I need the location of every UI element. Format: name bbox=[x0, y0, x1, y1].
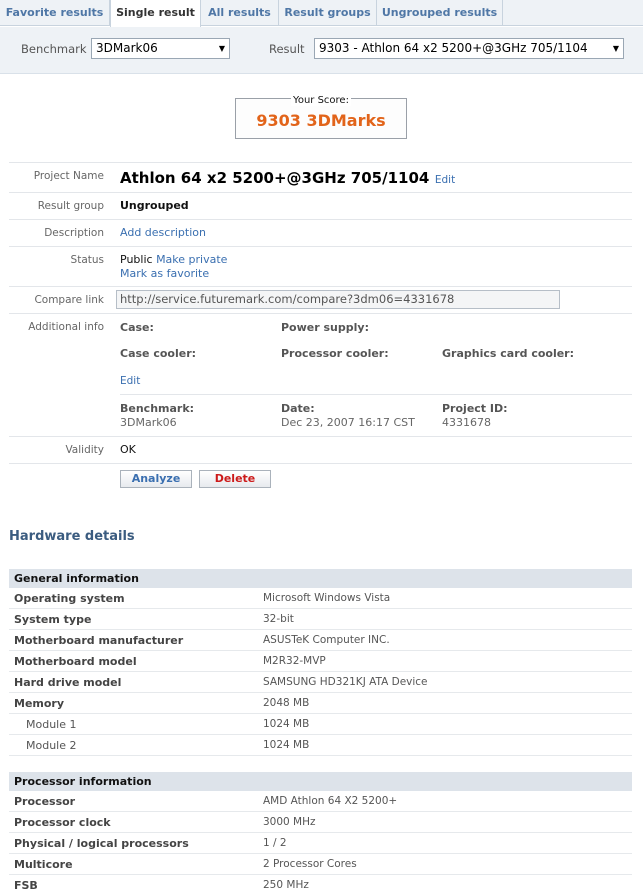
status-value bbox=[120, 253, 227, 266]
benchmark-label: Benchmark bbox=[21, 42, 87, 56]
description-label: Description bbox=[44, 227, 104, 239]
date-heading: Date: bbox=[281, 402, 315, 415]
mark-favorite-link[interactable]: Mark as favorite bbox=[120, 267, 210, 280]
score-caption: Your Score: bbox=[293, 95, 349, 106]
tab-ungrouped-results[interactable]: Ungrouped results bbox=[377, 0, 503, 26]
case-cooler-field: Case cooler: bbox=[120, 347, 197, 360]
processor-cooler-field: Processor cooler: bbox=[281, 347, 389, 360]
table-row: Memory 2048 MB bbox=[9, 693, 632, 714]
tab-single-result[interactable]: Single result bbox=[110, 0, 201, 27]
processor-information-header: Processor information bbox=[9, 772, 632, 791]
benchmark-heading: Benchmark: bbox=[120, 402, 195, 415]
project-id-value: 4331678 bbox=[442, 416, 491, 429]
score-value: 9303 3DMarks bbox=[256, 111, 386, 130]
benchmark-select[interactable] bbox=[91, 38, 230, 59]
compare-link-label: Compare link bbox=[34, 294, 104, 306]
divider bbox=[9, 463, 632, 464]
tab-favorite-results[interactable]: Favorite results bbox=[0, 0, 110, 26]
benchmark-select-value: 3DMark06 bbox=[96, 41, 158, 55]
benchmark-value: 3DMark06 bbox=[120, 416, 177, 429]
graphics-cooler-field: Graphics card cooler: bbox=[442, 347, 575, 360]
table-row: Module 1 1024 MB bbox=[9, 714, 632, 735]
table-row: Processor clock 3000 MHz bbox=[9, 812, 632, 833]
status-label: Status bbox=[70, 254, 104, 266]
edit-additional-info-link[interactable]: Edit bbox=[120, 375, 141, 387]
tab-result-groups[interactable]: Result groups bbox=[279, 0, 377, 26]
validity-value: OK bbox=[120, 443, 136, 456]
result-label: Result bbox=[269, 42, 305, 56]
hardware-details-title: Hardware details bbox=[9, 529, 135, 544]
table-row: System type 32-bit bbox=[9, 609, 632, 630]
tab-all-results[interactable]: All results bbox=[201, 0, 279, 26]
edit-project-name-link[interactable]: Edit bbox=[434, 174, 456, 186]
compare-link-row bbox=[9, 286, 632, 313]
result-group-row bbox=[9, 192, 632, 219]
project-name: Athlon 64 x2 5200+@3GHz 705/1104 bbox=[120, 169, 430, 187]
validity-label: Validity bbox=[65, 444, 104, 456]
make-private-link[interactable]: Make private bbox=[156, 253, 228, 266]
selector-bar bbox=[0, 27, 643, 74]
result-group-label: Result group bbox=[37, 200, 104, 212]
result-group-value: Ungrouped bbox=[120, 199, 189, 212]
table-row: Physical / logical processors 1 / 2 bbox=[9, 833, 632, 854]
chevron-down-icon: ▼ bbox=[218, 44, 225, 53]
result-select-value: 9303 - Athlon 64 x2 5200+@3GHz 705/1104 bbox=[319, 41, 588, 55]
score-box bbox=[235, 95, 407, 139]
validity-row bbox=[9, 436, 632, 463]
case-field: Case: bbox=[120, 321, 154, 334]
general-information-header: General information bbox=[9, 569, 632, 588]
table-row: Motherboard manufacturer ASUSTeK Computer INC. bbox=[9, 630, 632, 651]
power-supply-field: Power supply: bbox=[281, 321, 369, 334]
table-row: Motherboard model M2R32-MVP bbox=[9, 651, 632, 672]
table-row: Operating system Microsoft Windows Vista bbox=[9, 588, 632, 609]
analyze-button[interactable]: Analyze bbox=[120, 470, 192, 488]
table-row: Module 2 1024 MB bbox=[9, 735, 632, 756]
tab-bar bbox=[0, 0, 643, 26]
delete-button[interactable]: Delete bbox=[199, 470, 271, 488]
table-row: FSB 250 MHz bbox=[9, 875, 632, 895]
additional-info-label: Additional info bbox=[28, 321, 104, 333]
description-row bbox=[9, 219, 632, 246]
table-row: Hard drive model SAMSUNG HD321KJ ATA Device bbox=[9, 672, 632, 693]
project-name-label: Project Name bbox=[33, 170, 104, 182]
date-value: Dec 23, 2007 16:17 CST bbox=[281, 416, 415, 429]
compare-link-field[interactable]: http://service.futuremark.com/compare?3dm06=4331678 bbox=[116, 290, 560, 309]
project-name-row bbox=[9, 162, 632, 192]
chevron-down-icon: ▼ bbox=[612, 44, 619, 53]
status-row bbox=[9, 246, 632, 286]
status-text: Public bbox=[120, 253, 153, 266]
project-name-value bbox=[120, 169, 455, 187]
divider bbox=[120, 394, 632, 395]
table-row: Processor AMD Athlon 64 X2 5200+ bbox=[9, 791, 632, 812]
result-select[interactable] bbox=[314, 38, 624, 59]
additional-info-row bbox=[9, 313, 632, 436]
table-row: Multicore 2 Processor Cores bbox=[9, 854, 632, 875]
add-description-link[interactable]: Add description bbox=[120, 226, 206, 239]
project-id-heading: Project ID: bbox=[442, 402, 508, 415]
